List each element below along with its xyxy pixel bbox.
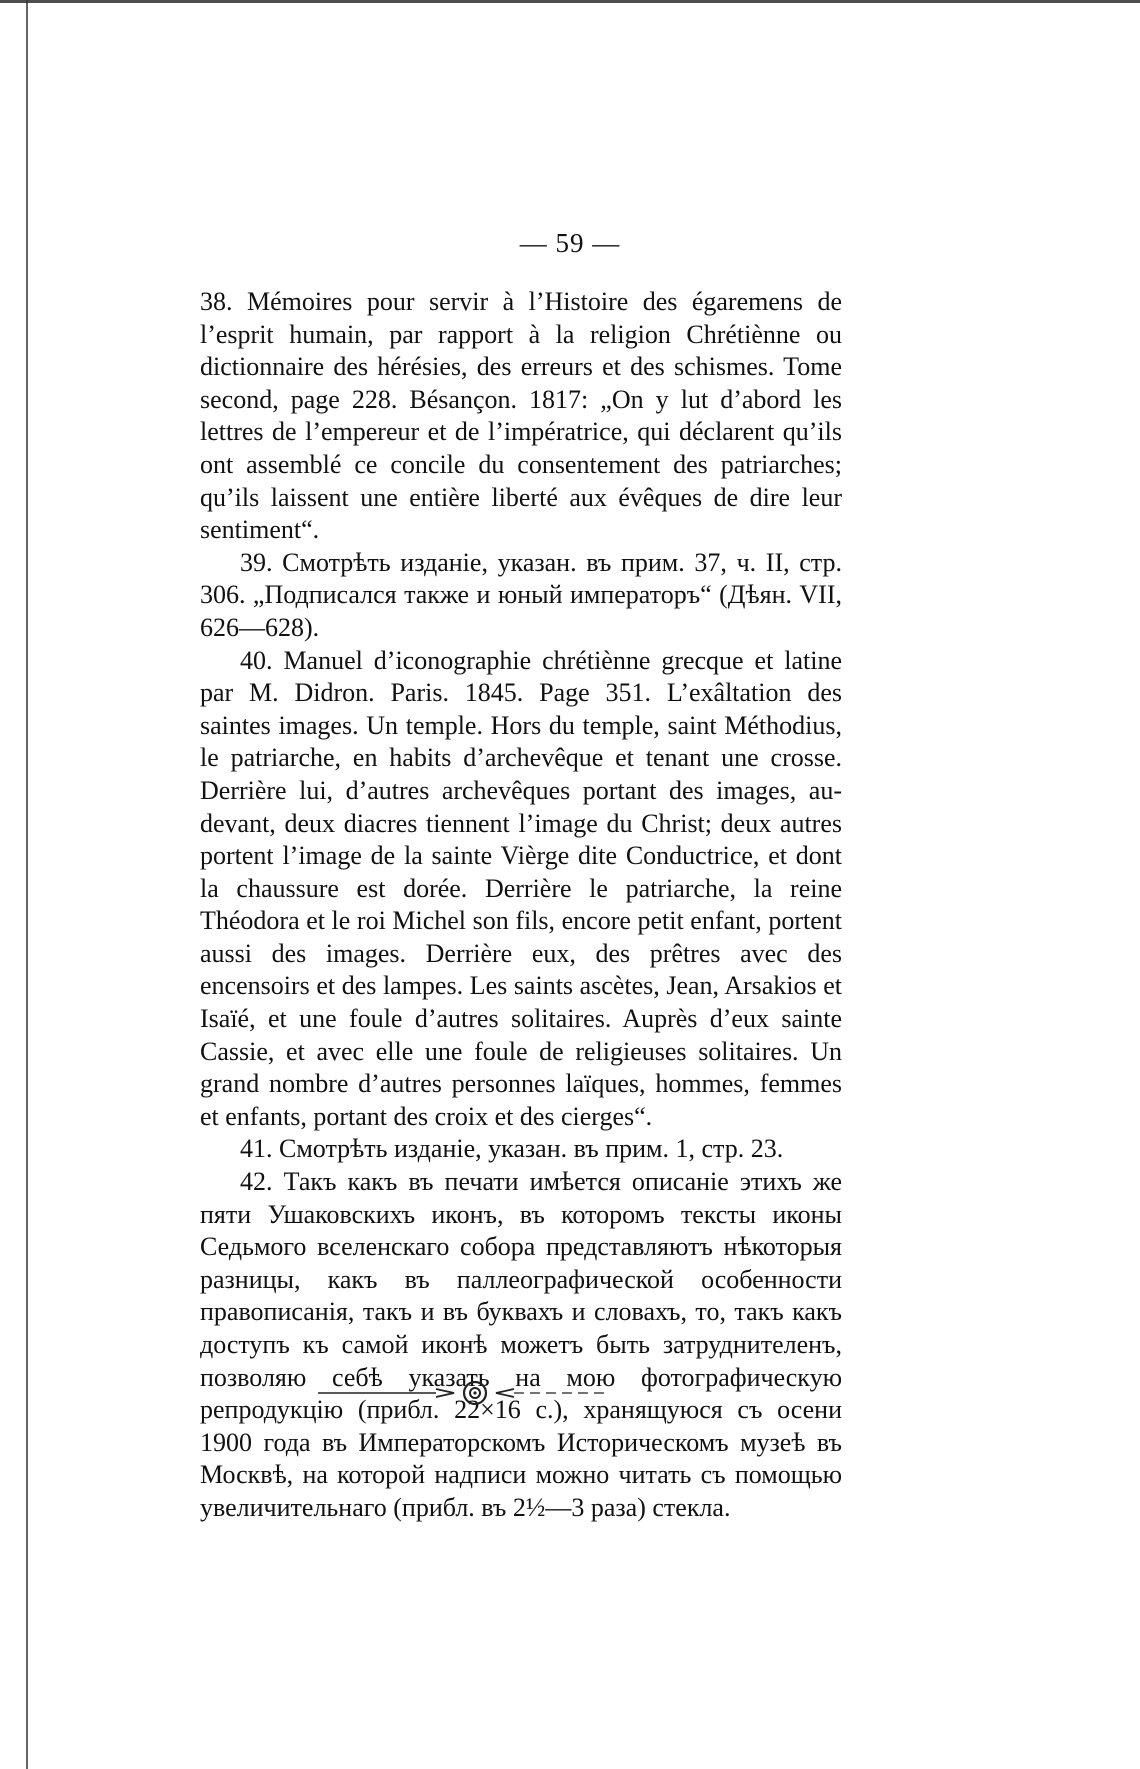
footnote-text: Такъ какъ въ печати имѣется описаніе этихъ же пяти Ушаковскихъ иконъ, въ которомъ тексты иконы Седьмого вселенскаго собора представляютъ нѣкоторыя разницы, какъ въ паллеографической особенности правописанія, такъ и въ буквахъ и словахъ, то, такъ какъ доступъ къ самой иконѣ можетъ быть затруднителенъ, позволяю себѣ указать на мою фотографическую репродукцію (прибл. 22×16 с.), хранящуюся съ осени 1900 года въ Императорскомъ Историческомъ музеѣ въ Москвѣ, на которой надписи можно читать съ помощью увеличительнаго (прибл. въ 2½—3 раза) стекла. bbox=[200, 1167, 843, 1522]
footnote-number: 38. bbox=[200, 287, 233, 316]
footnote-text: Mémoires pour servir à l’Histoire des égaremens de l’esprit humain, par rapport à la religion Chrétiènne ou dictionnaire des hérésies, des erreurs et des schismes. Tome second, page 228. Bésançon. 1817: „On y lut d’abord les lettres de l’empereur et de l’impératrice, qui déclarent qu’ils ont assemblé ce concile du consentement des patriarches; qu’ils laissent une entière liberté aux évêques de dire leur sentiment“. bbox=[200, 287, 843, 545]
footnote-number: 41. bbox=[240, 1134, 273, 1164]
fleuron-divider-icon bbox=[318, 1378, 818, 1408]
footnote-39 bbox=[200, 547, 842, 645]
footnote-number: 39. bbox=[240, 547, 273, 577]
footnote-41 bbox=[200, 1133, 842, 1166]
page-top-edge bbox=[0, 0, 1140, 3]
footnote-number: 40. bbox=[240, 645, 273, 675]
footnotes-block bbox=[200, 286, 842, 1525]
footnote-38 bbox=[200, 286, 842, 547]
footnote-text: Смотрѣть изданіе, указан. въ прим. 1, стр. 23. bbox=[279, 1134, 784, 1164]
footnote-42 bbox=[200, 1166, 842, 1525]
page-number: — 59 — bbox=[519, 228, 621, 258]
footnote-40 bbox=[200, 645, 842, 1134]
footnote-number: 42. bbox=[240, 1167, 273, 1197]
page-left-edge bbox=[26, 0, 28, 1769]
footnote-text: Manuel d’iconographie chrétiènne grecque et latine par M. Didron. Paris. 1845. Page 351. L’exâltation des saintes images. Un temple. Hors du temple, saint Méthodius, le patriarche, en habits d’archevêque et tenant une crosse. Derrière lui, d’autres archevêques portant des images, au-devant, deux diacres tiennent l’image du Christ; deux autres portent l’image de la sainte Vièrge dite Conductrice, et dont la chaussure est dorée. Derrière le patriarche, la reine Théodora et le roi Michel son fils, encore petit enfant, portent aussi des images. Derrière eux, des prêtres avec des encensoirs et des lampes. Les saints ascètes, Jean, Arsakios et Isaïé, et une foule d’autres solitaires. Auprès d’eux sainte Cassie, et avec elle une foule de religieuses solitaires. Un grand nombre d’autres personnes laïques, hommes, femmes et enfants, portant des croix et des cierges“. bbox=[200, 645, 842, 1131]
footnote-text: Смотрѣть изданіе, указан. въ прим. 37, ч. II, стр. 306. „Подписался также и юный императоръ“ (Дѣян. VII, 626—628). bbox=[200, 547, 842, 642]
